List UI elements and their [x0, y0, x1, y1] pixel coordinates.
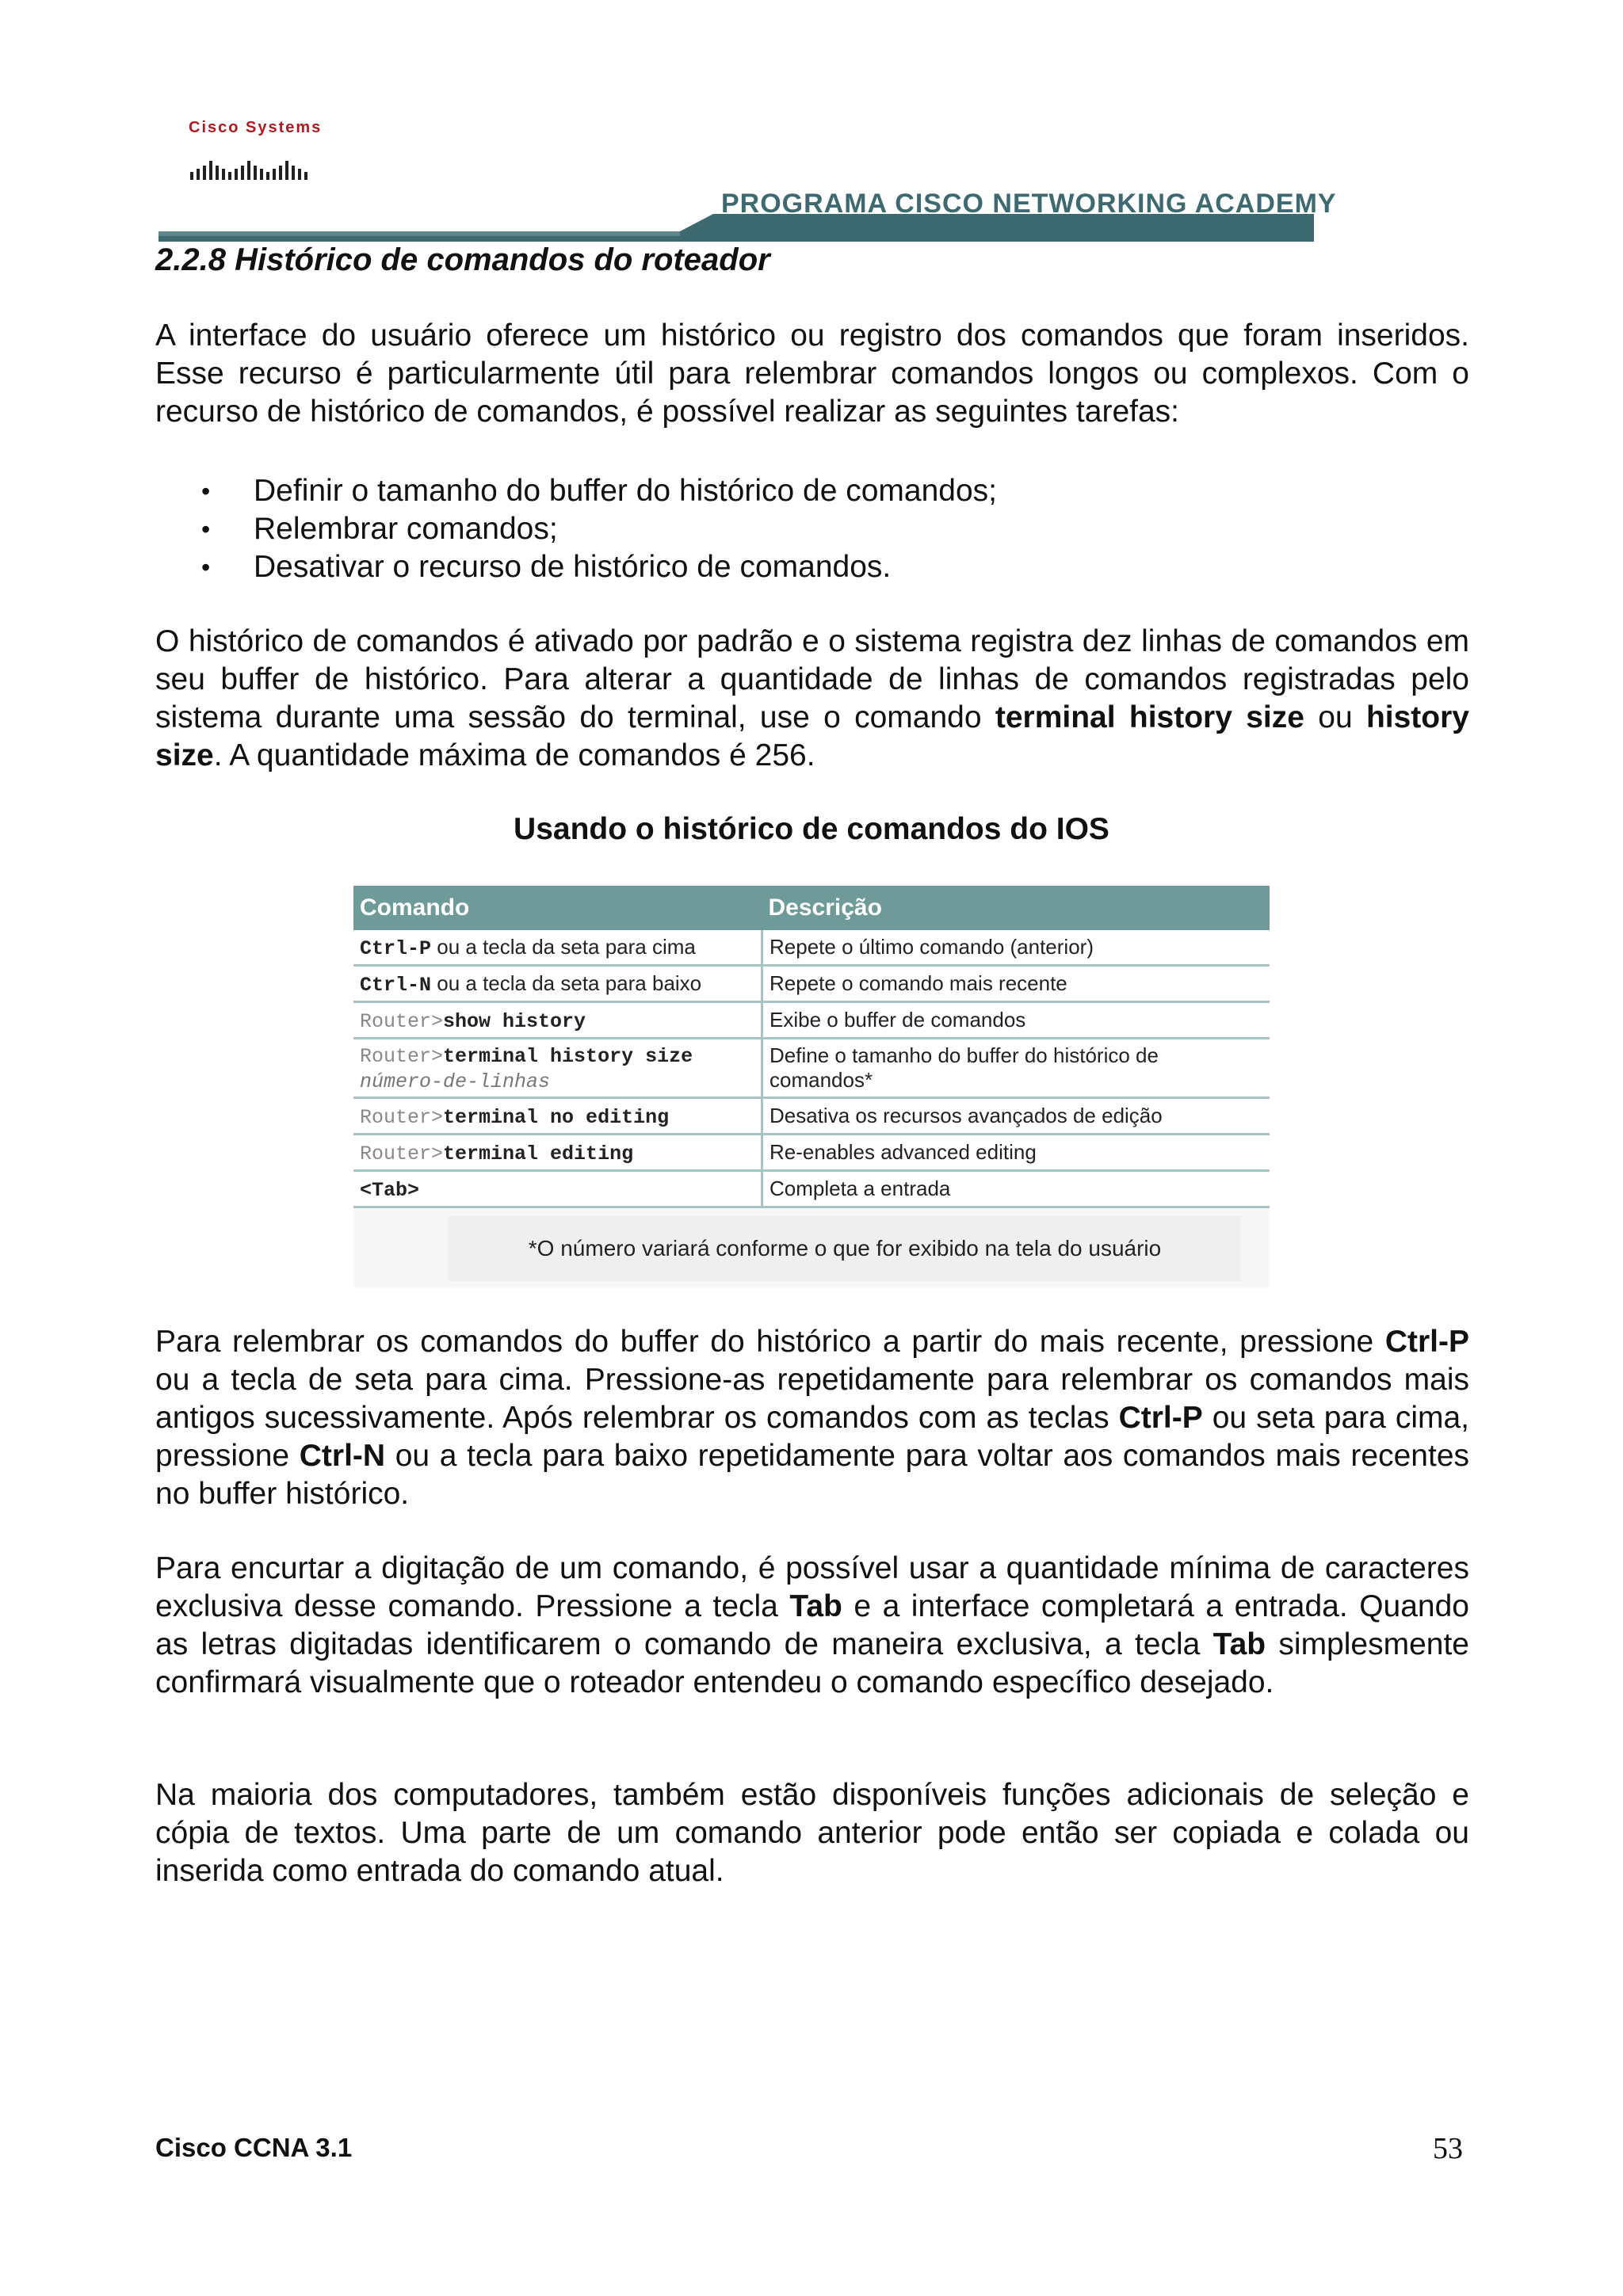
bold-run: history size — [155, 700, 1469, 772]
description-cell: Repete o comando mais recente — [762, 966, 1270, 1002]
list-item — [155, 548, 1423, 586]
router-prompt: Router> — [360, 1009, 444, 1033]
bold-run: Ctrl-P — [1384, 1325, 1469, 1359]
bullet-icon: • — [201, 553, 211, 582]
column-header-description: Descrição — [762, 886, 1270, 930]
section-title: 2.2.8 Histórico de comandos do roteador — [155, 242, 770, 277]
cisco-bridge-icon — [189, 142, 315, 181]
column-header-command: Comando — [353, 886, 762, 930]
command-cell — [353, 1171, 762, 1207]
intro-paragraph: A interface do usuário oferece um histórico ou registro dos comandos que foram inseridos. Esse recurso é particularmente útil para relembrar comandos longos ou complexos. Com o recurso de histórico de comandos, é possível realizar as seguintes tarefas: — [155, 318, 1469, 429]
bold-run: Tab — [789, 1589, 842, 1623]
list-item — [155, 510, 1423, 548]
router-prompt: Router> — [360, 1045, 444, 1068]
command-cell — [353, 1135, 762, 1171]
command-note: ou a tecla da seta para cima — [431, 934, 696, 959]
command-table-figure — [353, 883, 1270, 1287]
bold-run: Ctrl-P — [1118, 1401, 1203, 1435]
table-header-row — [353, 886, 1270, 930]
command-text: terminal history size — [443, 1045, 693, 1068]
command-cell — [353, 930, 762, 966]
text-run: Para relembrar os comandos do buffer do histórico a partir do mais recente, pressione — [155, 1325, 1385, 1359]
table-row — [353, 1002, 1270, 1039]
table-row — [353, 1039, 1270, 1098]
command-note: ou a tecla da seta para baixo — [431, 971, 702, 995]
text-run: O histórico de comandos é ativado por padrão e o sistema registra dez linhas de comandos em seu buffer de histórico. Para alterar a quantidade de linhas de comandos registradas pelo sistema durante uma sessão do terminal, use o comando — [155, 624, 1469, 734]
tab-paragraph — [155, 1550, 1469, 1702]
description-cell: Repete o último comando (anterior) — [762, 930, 1270, 966]
table-footnote: *O número variará conforme o que for exibido na tela do usuário — [449, 1216, 1241, 1281]
list-item-text: Relembrar comandos; — [254, 512, 558, 546]
bold-run: terminal history size — [995, 700, 1304, 734]
description-cell: Exibe o buffer de comandos — [762, 1002, 1270, 1039]
table-row — [353, 1171, 1270, 1207]
logo-text: Cisco Systems — [189, 119, 323, 136]
copy-paragraph: Na maioria dos computadores, também estão disponíveis funções adicionais de seleção e cópia de textos. Uma parte de um comando anterior pode então ser copiada e colada ou inserida como entrada do comando atual. — [155, 1778, 1469, 1888]
command-text: Ctrl-N — [360, 973, 432, 997]
list-item — [155, 472, 1423, 510]
recall-paragraph — [155, 1323, 1469, 1513]
command-cell — [353, 966, 762, 1002]
command-cell — [353, 1098, 762, 1135]
page-number: 53 — [1433, 2132, 1463, 2165]
list-item-text: Desativar o recurso de histórico de comandos. — [254, 550, 892, 584]
description-cell: Define o tamanho do buffer do histórico de comandos* — [762, 1039, 1270, 1098]
text-run: ou a tecla de seta para cima. Pressione-as repetidamente para relembrar os comandos mais antigos sucessivamente. Após relembrar os comandos com as teclas — [155, 1363, 1469, 1435]
academy-label: PROGRAMA CISCO NETWORKING ACADEMY — [721, 189, 1337, 219]
text-run: e a interface completará a entrada. Quando as letras digitadas identificarem o comando de maneira exclusiva, a tecla — [155, 1589, 1469, 1661]
command-argument: número-de-linhas — [360, 1070, 551, 1093]
table-row — [353, 966, 1270, 1002]
command-text: terminal editing — [443, 1142, 634, 1165]
text-run: simplesmente confirmará visualmente que o roteador entendeu o comando específico desejado. — [155, 1627, 1469, 1699]
footer-course: Cisco CCNA 3.1 — [155, 2133, 353, 2162]
table-row — [353, 1135, 1270, 1171]
text-run: . A quantidade máxima de comandos é 256. — [213, 738, 815, 772]
table-row — [353, 930, 1270, 966]
table-caption: Usando o histórico de comandos do IOS — [514, 812, 1109, 846]
router-prompt: Router> — [360, 1142, 444, 1165]
command-text: terminal no editing — [443, 1105, 670, 1129]
text-run: ou seta para cima, pressione — [155, 1401, 1469, 1473]
command-cell — [353, 1002, 762, 1039]
bold-run: Tab — [1212, 1627, 1266, 1661]
command-text: show history — [443, 1009, 586, 1033]
router-prompt: Router> — [360, 1105, 444, 1129]
command-text: Ctrl-P — [360, 936, 432, 960]
command-text: <Tab> — [360, 1178, 420, 1202]
text-run: Para encurtar a digitação de um comando, é possível usar a quantidade mínima de caracteres exclusiva desse comando. Pressione a tecla — [155, 1551, 1469, 1623]
bullet-icon: • — [201, 477, 211, 505]
bullet-icon: • — [201, 515, 211, 543]
text-run: ou — [1304, 700, 1366, 734]
command-table — [353, 886, 1270, 1208]
bold-run: Ctrl-N — [299, 1439, 386, 1473]
command-cell — [353, 1039, 762, 1098]
history-paragraph — [155, 623, 1469, 775]
text-run: ou a tecla para baixo repetidamente para voltar aos comandos mais recentes no buffer histórico. — [155, 1439, 1470, 1511]
description-cell: Completa a entrada — [762, 1171, 1270, 1207]
list-item-text: Definir o tamanho do buffer do histórico de comandos; — [254, 474, 997, 508]
task-list — [155, 472, 1423, 586]
table-row — [353, 1098, 1270, 1135]
cisco-logo — [189, 119, 323, 190]
description-cell: Desativa os recursos avançados de edição — [762, 1098, 1270, 1135]
description-cell: Re-enables advanced editing — [762, 1135, 1270, 1171]
